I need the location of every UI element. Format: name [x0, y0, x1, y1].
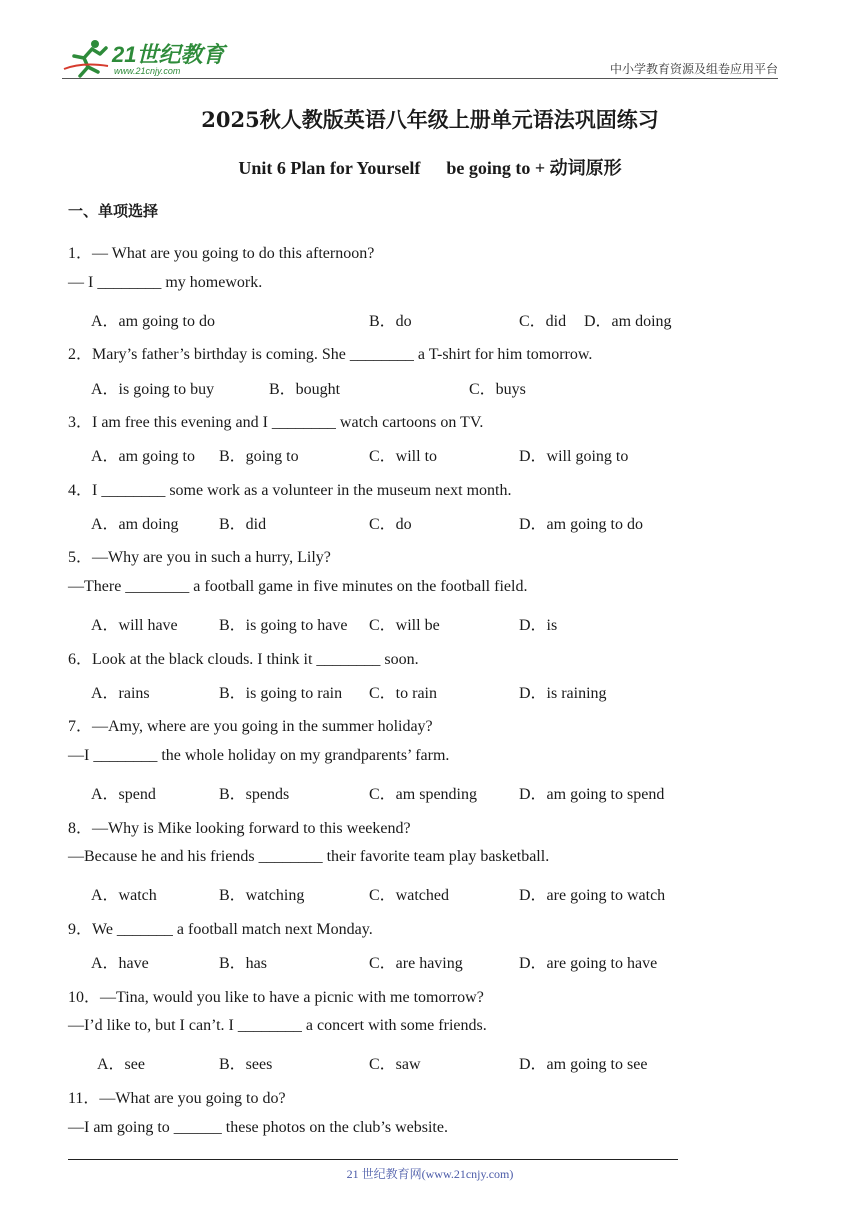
question-11-stem: 11．—What are you going to do?	[68, 1090, 286, 1107]
section-title: 一、单项选择	[68, 202, 159, 220]
question-1-option-b[interactable]: B．do	[369, 313, 412, 330]
question-5-line-2: —There ________ a football game in five minutes on the football field.	[68, 578, 528, 595]
question-9-option-c[interactable]: C．are having	[369, 955, 463, 972]
question-3-stem: 3．I am free this evening and I ________ watch cartoons on TV.	[68, 414, 484, 431]
platform-name: 中小学教育资源及组卷应用平台	[609, 62, 778, 76]
question-6-option-d[interactable]: D．is raining	[519, 685, 607, 702]
question-7-option-a[interactable]: A．spend	[91, 786, 156, 803]
question-6-stem: 6．Look at the black clouds. I think it ________ soon.	[68, 651, 419, 668]
question-4-option-b[interactable]: B．did	[219, 516, 267, 533]
runner-icon	[64, 40, 108, 76]
question-1-line-2: — I ________ my homework.	[68, 274, 263, 291]
question-9-option-b[interactable]: B．has	[219, 955, 268, 972]
question-8-option-b[interactable]: B．watching	[219, 887, 305, 904]
question-3-option-a[interactable]: A．am going to	[91, 448, 195, 465]
footer-divider	[68, 1159, 678, 1160]
question-5-option-d[interactable]: D．is	[519, 617, 558, 634]
question-1-option-d[interactable]: D．am doing	[584, 313, 672, 330]
question-6-option-c[interactable]: C．to rain	[369, 685, 437, 702]
logo-url: www.21cnjy.com	[114, 66, 181, 76]
logo-text: 21世纪教育	[112, 42, 225, 67]
page-footer: 21 世纪教育网(www.21cnjy.com)	[346, 1167, 514, 1181]
question-4-option-a[interactable]: A．am doing	[91, 516, 179, 533]
question-4-option-d[interactable]: D．am going to do	[519, 516, 643, 533]
question-5-option-c[interactable]: C．will be	[369, 617, 440, 634]
question-8-option-c[interactable]: C．watched	[369, 887, 449, 904]
question-8-option-a[interactable]: A．watch	[91, 887, 157, 904]
question-1-stem: 1．— What are you going to do this afternoon?	[68, 245, 375, 262]
subtitle-topic: be going to + 动词原形	[446, 158, 622, 178]
question-4-option-c[interactable]: C．do	[369, 516, 412, 533]
question-8-option-d[interactable]: D．are going to watch	[519, 887, 666, 904]
question-5-option-a[interactable]: A．will have	[91, 617, 178, 634]
question-1-option-a[interactable]: A．am going to do	[91, 313, 215, 330]
question-3-option-c[interactable]: C．will to	[369, 448, 438, 465]
question-7-option-c[interactable]: C．am spending	[369, 786, 477, 803]
question-10-option-a[interactable]: A．see	[97, 1056, 145, 1073]
page-header	[62, 30, 778, 80]
question-2-option-c[interactable]: C．buys	[469, 381, 526, 398]
question-8-line-2: —Because he and his friends ________ their favorite team play basketball.	[68, 848, 550, 865]
question-10-line-2: —I’d like to, but I can’t. I ________ a concert with some friends.	[68, 1017, 487, 1034]
question-7-option-d[interactable]: D．am going to spend	[519, 786, 665, 803]
question-1-option-c[interactable]: C．did	[519, 313, 567, 330]
question-11-line-2: —I am going to ______ these photos on the club’s website.	[68, 1119, 448, 1136]
question-2-stem: 2．Mary’s father’s birthday is coming. She ________ a T-shirt for him tomorrow.	[68, 346, 593, 363]
question-4-stem: 4．I ________ some work as a volunteer in the museum next month.	[68, 482, 512, 499]
question-9-option-d[interactable]: D．are going to have	[519, 955, 658, 972]
page-subtitle	[0, 154, 860, 180]
question-9-option-a[interactable]: A．have	[91, 955, 149, 972]
question-6-option-b[interactable]: B．is going to rain	[219, 685, 343, 702]
question-3-option-d[interactable]: D．will going to	[519, 448, 629, 465]
page-title: 2025秋人教版英语八年级上册单元语法巩固练习	[201, 107, 659, 132]
question-8-stem: 8．—Why is Mike looking forward to this weekend?	[68, 820, 411, 837]
question-5-stem: 5．—Why are you in such a hurry, Lily?	[68, 549, 331, 566]
question-6-option-a[interactable]: A．rains	[91, 685, 150, 702]
question-7-line-2: —I ________ the whole holiday on my grandparents’ farm.	[68, 747, 450, 764]
question-10-stem: 10．—Tina, would you like to have a picnic with me tomorrow?	[68, 989, 484, 1006]
question-7-stem: 7．—Amy, where are you going in the summer holiday?	[68, 718, 433, 735]
question-2-option-a[interactable]: A．is going to buy	[91, 381, 215, 398]
question-5-option-b[interactable]: B．is going to have	[219, 617, 348, 634]
subtitle-unit: Unit 6 Plan for Yourself	[238, 158, 421, 178]
logo	[62, 36, 232, 78]
header-divider	[62, 78, 778, 79]
question-10-option-d[interactable]: D．am going to see	[519, 1056, 648, 1073]
question-10-option-c[interactable]: C．saw	[369, 1056, 421, 1073]
question-3-option-b[interactable]: B．going to	[219, 448, 299, 465]
question-9-stem: 9．We _______ a football match next Monday.	[68, 921, 373, 938]
question-7-option-b[interactable]: B．spends	[219, 786, 290, 803]
question-10-option-b[interactable]: B．sees	[219, 1056, 273, 1073]
question-2-option-b[interactable]: B．bought	[269, 381, 341, 398]
